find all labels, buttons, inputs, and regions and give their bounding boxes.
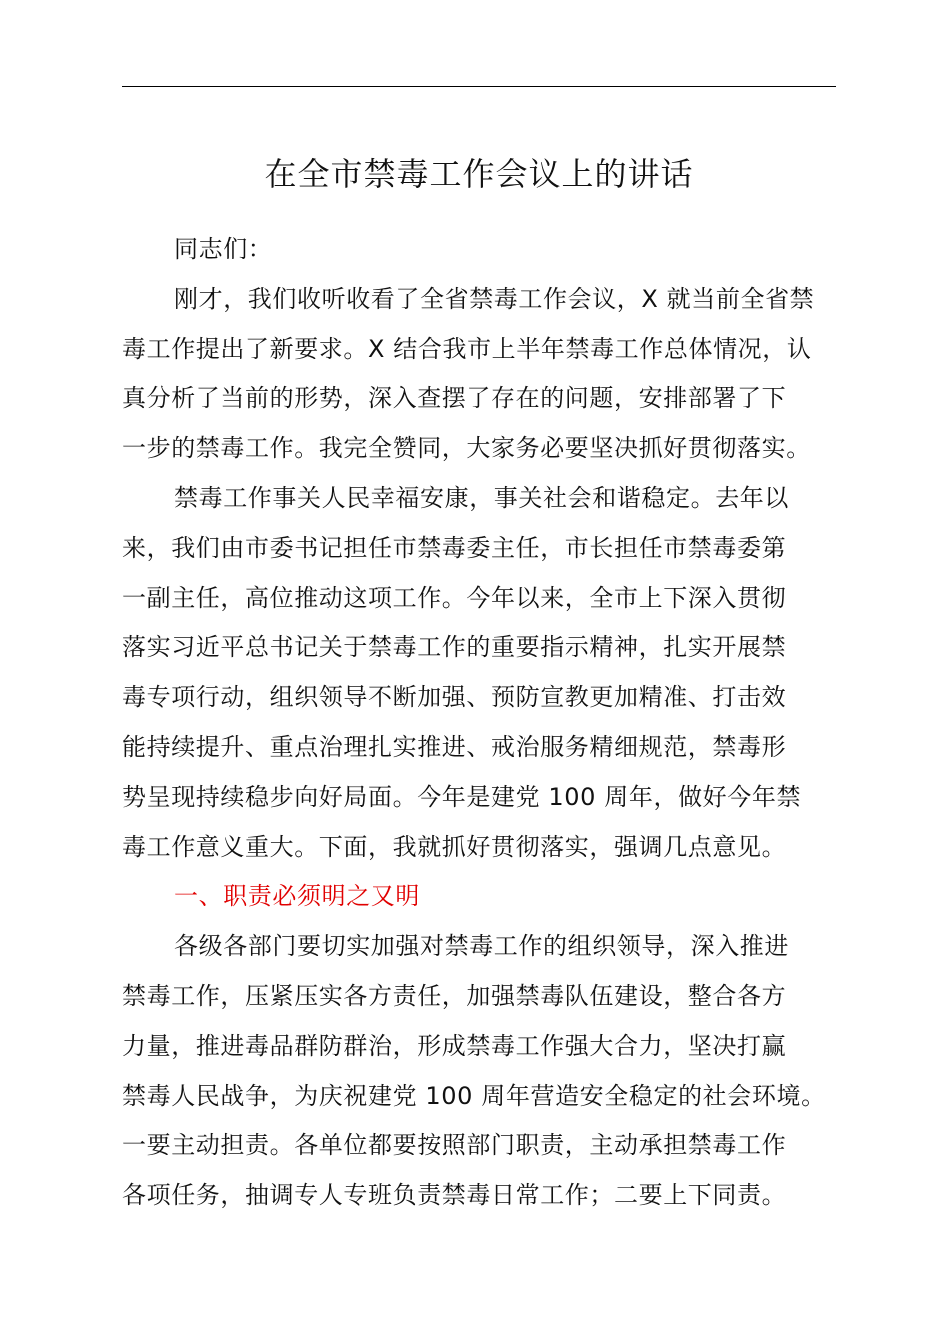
paragraph-3-line-2: 禁毒工作，压紧压实各方责任，加强禁毒队伍建设，整合各方 (122, 981, 787, 1010)
paragraph-2-line-7: 势呈现持续稳步向好局面。今年是建党 100 周年，做好今年禁 (122, 782, 802, 811)
paragraph-2-line-4: 落实习近平总书记关于禁毒工作的重要指示精神，扎实开展禁 (122, 633, 787, 662)
paragraph-1-line-4: 一步的禁毒工作。我完全赞同，大家务必要坚决抓好贯彻落实。 (122, 434, 811, 463)
paragraph-2-line-8: 毒工作意义重大。下面，我就抓好贯彻落实，强调几点意见。 (122, 832, 787, 861)
paragraph-3-line-5: 一要主动担责。各单位都要按照部门职责，主动承担禁毒工作 (122, 1131, 787, 1160)
paragraph-2-line-1: 禁毒工作事关人民幸福安康，事关社会和谐稳定。去年以 (174, 483, 789, 512)
paragraph-2-line-5: 毒专项行动，组织领导不断加强、预防宣教更加精准、打击效 (122, 683, 787, 712)
paragraph-1-line-3: 真分析了当前的形势，深入查摆了存在的问题，安排部署了下 (122, 384, 787, 413)
paragraph-3-line-3: 力量，推进毒品群防群治，形成禁毒工作强大合力，坚决打赢 (122, 1031, 787, 1060)
paragraph-3-line-4: 禁毒人民战争，为庆祝建党 100 周年营造安全稳定的社会环境。 (122, 1081, 826, 1110)
section-1-heading: 一、职责必须明之又明 (174, 882, 420, 911)
header-rule (122, 86, 836, 87)
salutation: 同志们： (174, 235, 273, 263)
page-title: 在全市禁毒工作会议上的讲话 (264, 155, 694, 193)
paragraph-2-line-6: 能持续提升、重点治理扎实推进、戒治服务精细规范，禁毒形 (122, 732, 787, 761)
paragraph-3-line-6: 各项任务，抽调专人专班负责禁毒日常工作；二要上下同责。 (122, 1181, 787, 1210)
paragraph-1-line-2: 毒工作提出了新要求。X 结合我市上半年禁毒工作总体情况，认 (122, 334, 812, 363)
paragraph-1-line-1: 刚才，我们收听收看了全省禁毒工作会议，X 就当前全省禁 (174, 284, 815, 313)
paragraph-3-line-1: 各级各部门要切实加强对禁毒工作的组织领导，深入推进 (174, 932, 789, 961)
document-body (122, 225, 842, 1221)
paragraph-2-line-2: 来，我们由市委书记担任市禁毒委主任，市长担任市禁毒委第 (122, 533, 787, 562)
paragraph-2-line-3: 一副主任，高位推动这项工作。今年以来，全市上下深入贯彻 (122, 583, 787, 612)
